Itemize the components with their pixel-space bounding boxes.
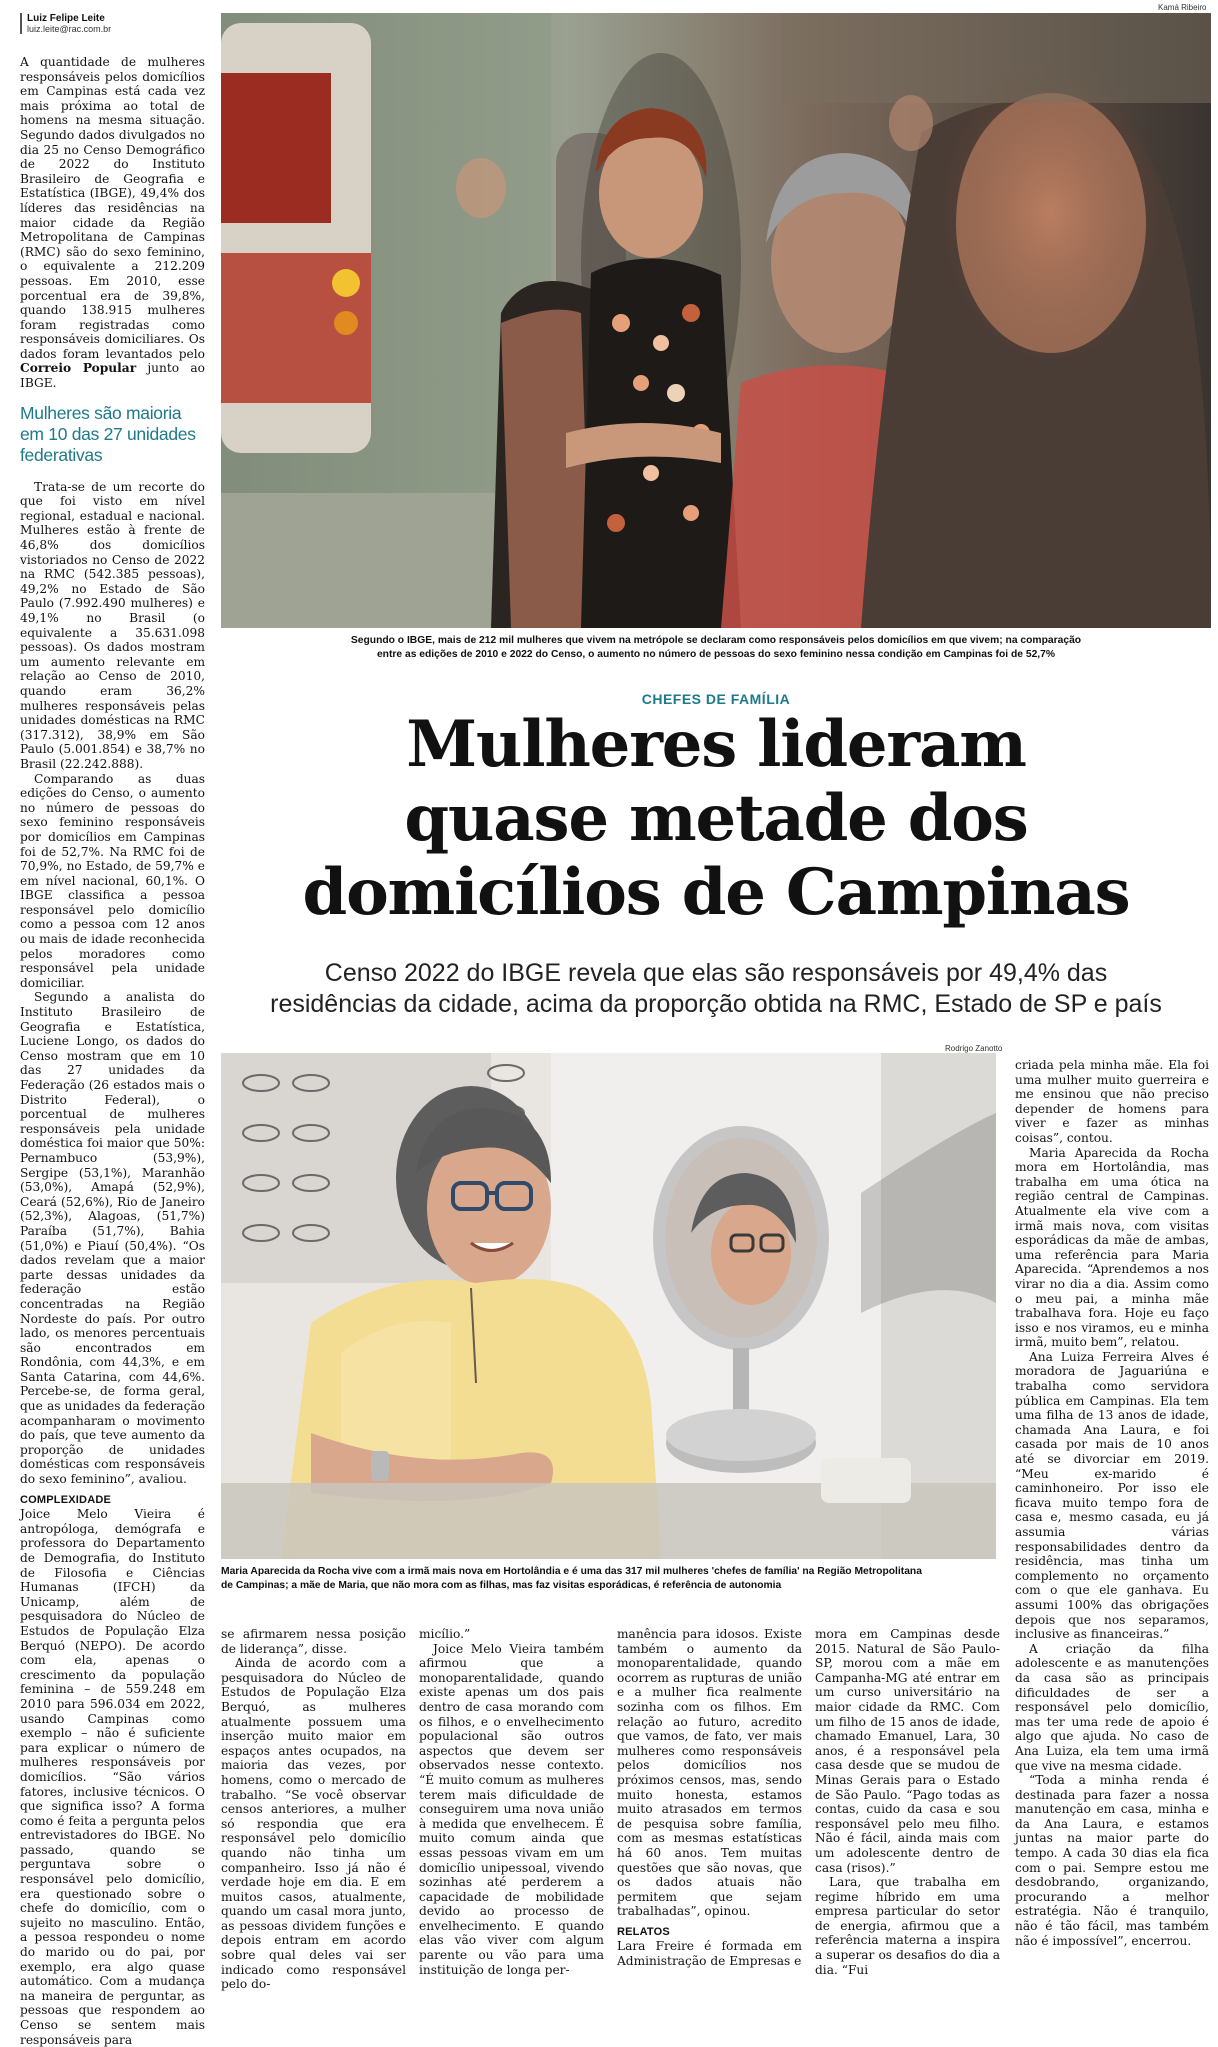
- kicker: CHEFES DE FAMÍLIA: [641, 691, 791, 707]
- paragraph: mora em Campinas desde 2015. Natural de São Paulo-SP, morou com a mãe em Campanha-MG até entrar em um curso universitário na maior cidade da RMC. Com um filho de 15 anos de idade, chamado Emanuel, Lara, 30 anos, é a responsável pela casa desde que se mudou de Minas Gerais para o Estado de São Paulo. “Pago todas as contas, cuido da casa e sou responsável pelo meu filho. Não é fácil, ainda mais com um adolescente dentro de casa (risos).”: [815, 1627, 1000, 1875]
- author-email[interactable]: luiz.leite@rac.com.br: [27, 24, 112, 34]
- section-heading: RELATOS: [617, 1925, 670, 1938]
- paragraph: Ainda de acordo com a pesquisadora do Núcleo de Estudos de População Elza Berquó, as mulheres atualmente possuem uma inserção muito maior em espaços antes ocupados, na maioria das vezes, por homens, como o mercado de trabalho. “Se você observar censos anteriores, a mulher só respondia que era responsável pelo domicílio quando não tinha um companheiro. Isso já não é verdade hoje em dia. E em muitos casos, atualmente, quando um casal mora junto, as pessoas dividem funções e depois entram em acordo sobre qual deles vai ser indicado como responsável pelo do-: [221, 1656, 406, 1992]
- paragraph: A criação da filha adolescente e as manutenções da casa são as principais dificuldades de ser a responsável pelo domicílio, mas ter uma rede de apoio é algo que ajuda. No caso de Ana Luiza, ela tem uma irmã que vive na mesma cidade.: [1015, 1641, 1209, 1773]
- paragraph: Segundo a analista do Instituto Brasileiro de Geografia e Estatística, Luciene Longo, os dados do Censo mostram que em 10 das 27 unidades da Federação (26 estados mais o Distrito Federal), o porcentual de mulheres responsáveis pela unidade doméstica foi maior que 50%: Pernambuco (53,9%), Sergipe (53,1%), Maranhão (53,0%), Amapá (52,9%), Ceará (52,6%), Rio de Janeiro (52,3%), Alagoas, (51,7%) Paraíba (51,7%), Bahia (51,0%) e Piauí (50,4%). “Os dados revelam que a maior parte dessas unidades da federação estão concentradas na Região Nordeste do país. Por outro lado, os menores percentuais são encontrados em Rondônia, com 44,3%, e em Santa Catarina, com 44,6%. Percebe-se, de forma geral, que as unidades da federação acompanharam o movimento do país, que teve aumento da proporção de unidades domésticas com responsáveis do sexo feminino”, avaliou.: [20, 990, 205, 1487]
- article-column-5: [815, 1627, 1000, 1977]
- paragraph: Joice Melo Vieira é antropóloga, demógrafa e professora do Departamento de Demografia, do Instituto de Filosofia e Ciências Humanas (IFCH) da Unicamp, além de pesquisadora do Núcleo de Estudos de População Elza Berquó (NEPO). De acordo com ela, apenas o crescimento da população feminina – de 559.248 em 2010 para 596.034 em 2022, usando Campinas como exemplo – não é suficiente para explicar o número de mulheres responsáveis por domicílios. “São vários fatores, inclusive técnicos. O que significa isso? A forma como é feita a pergunta pelos entrevistadores do IBGE. No passado, quando se perguntava sobre o responsável pelo domicílio, era questionado sobre o chefe do domicílio, com o sujeito no masculino. Então, a pessoa respondeu o nome do marido ou do pai, por exemplo, era algo quase automático. Com a mudança na maneira de perguntar, as pessoas que respondem ao Censo se sentem mais responsáveis para: [20, 1507, 205, 2047]
- paragraph: Joice Melo Vieira também afirmou que a monoparentalidade, quando existe apenas um dos pais dentro de casa morando com os filhos, e o envelhecimento populacional são outros aspectos que devem ser observados nesse contexto. “É muito comum as mulheres terem mais dificuldade de conseguirem uma nova união à medida que envelhecem. É muito comum ainda que essas pessoas vivam em um domicílio unipessoal, vivendo sozinhas até perderem a capacidade de mobilidade devido ao processo de envelhecimento. E quando elas vão viver com algum parente ou vão para uma instituição de longa per-: [419, 1641, 604, 1977]
- newspaper-name: Correio Popular: [20, 361, 137, 376]
- paragraph: Lara, que trabalha em regime híbrido em uma empresa particular do setor de energia, afirmou que a referência materna a inspira a superar os desafios do dia a dia. “Fui: [815, 1875, 1000, 1977]
- paragraph: manência para idosos. Existe também o aumento da monoparentalidade, quando ocorrem as rupturas de união e a mulher fica realmente sozinha com os filhos. Em relação ao futuro, acredito que vamos, de fato, ver mais mulheres como responsáveis pelos domicílios nos próximos censos, mas, sendo muito honesta, estamos muito atrasados em termos de pesquisa sobre família, com as mesmas estatísticas há 60 anos. Tem muitas questões que são novas, que os dados atuais não permitem que sejam trabalhadas”, opinou.: [617, 1627, 802, 1919]
- article-column-3: [419, 1627, 604, 1977]
- paragraph: micílio.”: [419, 1627, 471, 1641]
- article-column-2: [221, 1627, 406, 1992]
- paragraph: A quantidade de mulheres responsáveis pelos domicílios em Campinas está cada vez mais próxima ao total de homens na mesma situação. Segundo dados divulgados no dia 25 no Censo Demográfico de 2022 do Instituto Brasileiro de Geografia e Estatística (IBGE), 49,4% dos líderes das residências na maior cidade da Região Metropolitana de Campinas (RMC) são do sexo feminino, o equivalente a 212.209 pessoas. Em 2010, esse porcentual era de 39,8%, quando 138.915 mulheres foram registradas como responsáveis domiciliares. Os dados foram levantados pelo Correio Popular junto ao IBGE.: [20, 55, 205, 391]
- author-name: Luiz Felipe Leite: [27, 13, 105, 24]
- section-heading: COMPLEXIDADE: [20, 1493, 112, 1506]
- paragraph: Ana Luiza Ferreira Alves é moradora de Jaguariúna e trabalha como servidora pública em Campinas. Ela tem uma filha de 13 anos de idade, chamada Ana Laura, e foi casada por mais de 10 anos até se divorciar em 2019. “Meu ex-marido é caminhoneiro. Por isso ele ficava muito tempo fora de casa e, mesmo casada, eu já assumia várias responsabilidades dentro da residência, mas tinha um complemento no orçamento com o que ele ganhava. Eu assumi 100% das obrigações depois que nos separamos, inclusive as financeiras.”: [1015, 1349, 1209, 1642]
- article-column-4: [617, 1627, 802, 1969]
- bottom-photo: [221, 1053, 996, 1559]
- paragraph: Lara Freire é formada em Administração de Empresas e: [617, 1939, 802, 1969]
- crowd-illustration: [221, 13, 1211, 628]
- article-column-6: [1015, 1058, 1209, 1948]
- headline: Mulheres lideram quase metade dos domicílios de Campinas: [302, 707, 1130, 930]
- top-photo-caption: Segundo o IBGE, mais de 212 mil mulheres que vivem na metrópole se declaram como responsáveis pelos domicílios em que vivem; na comparação entre as edições de 2010 e 2022 do Censo, o aumento no número de pessoas do sexo feminino nessa condição em Campinas foi de 52,7%: [350, 635, 1082, 660]
- bottom-photo-caption: Maria Aparecida da Rocha vive com a irmã mais nova em Hortolândia e é uma das 317 mil mulheres 'chefes de família' na Região Metropolitana de Campinas; a mãe de Maria, que não mora com as filhas, mas faz visitas esporádicas, é referência de autonomia: [221, 1566, 922, 1591]
- paragraph: Trata-se de um recorte do que foi visto em nível regional, estadual e nacional. Mulheres estão à frente de 46,8% dos domicílios vistoriados no Censo de 2022 na RMC (542.385 pessoas), 49,2% no Estado de São Paulo (7.992.490 mulheres) e 49,1% no Brasil (o equivalente a 35.631.098 pessoas). Os dados mostram um aumento relevante em relação ao Censo de 2010, quando eram 36,2% mulheres responsáveis pelas unidades domésticas na RMC (317.312), 38,9% em São Paulo (5.001.854) e 38,7% no Brasil (22.242.888).: [20, 479, 205, 771]
- paragraph: Comparando as duas edições do Censo, o aumento no número de pessoas do sexo feminino responsáveis por domicílios em Campinas foi de 52,7%. Na RMC foi de 70,9%, no Estado, de 59,7% e em nível nacional, 60,1%. O IBGE classifica a pessoa responsável pelo domicílio como a pessoa com 12 anos ou mais de idade reconhecida pelos moradores como responsável pela unidade domiciliar.: [20, 771, 205, 990]
- deck: Censo 2022 do IBGE revela que elas são responsáveis por 49,4% das residências da cidade, acima da proporção obtida na RMC, Estado de SP e país: [270, 959, 1162, 1018]
- paragraph: criada pela minha mãe. Ela foi uma mulher muito guerreira e me ensinou que não preciso depender de homens para viver e fazer as minhas coisas”, contou.: [1015, 1058, 1209, 1145]
- woman-mirror-illustration: [221, 1053, 996, 1559]
- byline: [20, 13, 210, 34]
- paragraph: se afirmarem nessa posição de liderança”, disse.: [221, 1627, 406, 1656]
- paragraph: Maria Aparecida da Rocha mora em Hortolândia, mas trabalha em uma ótica na região central de Campinas. Atualmente ela vive com a irmã mais nova, com visitas esporádicas da mãe de ambas, uma referência para Maria Aparecida. “Aprendemos a nos virar no dia a dia. Assim como o meu pai, a minha mãe trabalhava fora. Hoje eu faço isso e nos viramos, eu e minha irmã, muito bem”, relatou.: [1015, 1145, 1209, 1350]
- photo-credit-bottom: Rodrigo Zanotto: [945, 1044, 1003, 1053]
- paragraph: “Toda a minha renda é destinada para fazer a nossa manutenção em casa, minha e da Ana Laura, e estamos juntas na maior parte do tempo. A cada 30 dias ela fica com o pai. Sempre estou me desdobrando, organizando, procurando a melhor estratégia. Não é tranquilo, não é tão fácil, mas também não é impossível”, encerrou.: [1015, 1773, 1209, 1948]
- subheading: Mulheres são maioria em 10 das 27 unidades federativas: [20, 402, 196, 465]
- article-column-1: [20, 55, 205, 2047]
- photo-credit-top: Kamá Ribeiro: [1158, 3, 1207, 12]
- top-photo: [221, 13, 1211, 628]
